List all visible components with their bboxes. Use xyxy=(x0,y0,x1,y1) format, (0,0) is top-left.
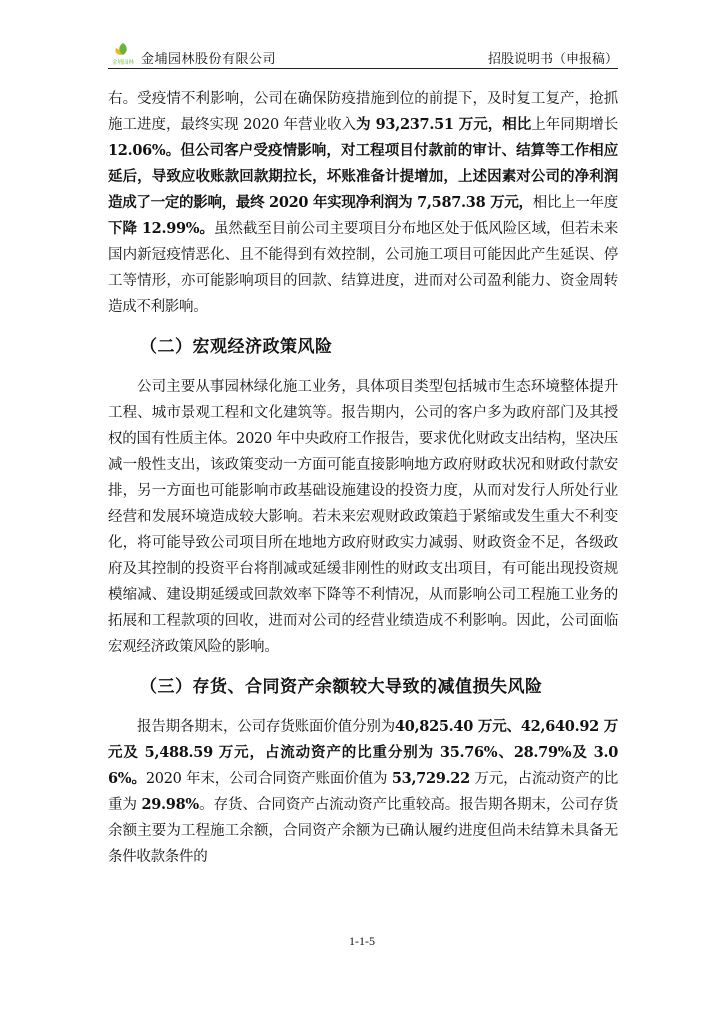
section-heading: （二）宏观经济政策风险 xyxy=(140,337,333,357)
paragraph: 报告期各期末，公司存货账面价值分别为40,825.40 万元、42,640.92 万元及 5,488.59 万元，占流动资产的比重分别为 35.76%、28.79%及 3.06%。2020 年末，公司合同资产账面价值为 53,729.22 万元，占流动资产的比重为 29.98%。存货、合同资产占流动资产比重较高。报告期各期末，公司存货余额主要为工程施工余额，合同资产余额为已确认履约进度但尚未结算未具备无条件收款条件的 xyxy=(108,718,619,865)
logo-text: 金埔园林 xyxy=(111,60,135,66)
page-content xyxy=(108,86,618,870)
document-title: 招股说明书（申报稿） xyxy=(487,52,618,67)
page-header xyxy=(108,40,618,69)
page-number: 1-1-5 xyxy=(349,934,375,948)
company-name: 金埔园林股份有限公司 xyxy=(141,52,277,67)
paragraph: 右。受疫情不利影响，公司在确保防疫措施到位的前提下，及时复工复产，抢抓施工进度，最终实现 2020 年营业收入为 93,237.51 万元，相比上年同期增长 12.06%。但公司客户受疫情影响，对工程项目付款前的审计、结算等工作相应延后，导致应收账款回款期拉长，坏账准备计提增加，上述因素对公司的净利润造成了一定的影响，最终 2020 年实现净利润为 7,587.38 万元，相比上一年度下降 12.99%。虽然截至目前公司主要项目分布地区处于低风险区域，但若未来国内新冠疫情恶化、且不能得到有效控制，公司施工项目可能因此产生延误、停工等情形，亦可能影响项目的回款、结算进度，进而对公司盈利能力、资金周转造成不利影响。 xyxy=(108,91,618,315)
company-logo xyxy=(108,40,138,66)
section-heading: （三）存货、合同资产余额较大导致的减值损失风险 xyxy=(140,677,543,697)
paragraph: 公司主要从事园林绿化施工业务，具体项目类型包括城市生态环境整体提升工程、城市景观工程和文化建筑等。报告期内，公司的客户多为政府部门及其授权的国有性质主体。2020 年中央政府工作报告，要求优化财政支出结构，坚决压减一般性支出，该政策变动一方面可能直接影响地方政府财政状况和财政付款安排，另一方面也可能影响市政基础设施建设的投资力度，从而对发行人所处行业经营和发展环境造成较大影响。若未来宏观财政政策趋于紧缩或发生重大不利变化，将可能导致公司项目所在地地方政府财政实力减弱、财政资金不足，各级政府及其控制的投资平台将削减或延缓非刚性的财政支出项目，有可能出现投资规模缩减、建设期延缓或回款效率下降等不利情况，从而影响公司工程施工业务的拓展和工程款项的回收，进而对公司的经营业绩造成不利影响。因此，公司面临宏观经济政策风险的影响。 xyxy=(108,379,618,655)
